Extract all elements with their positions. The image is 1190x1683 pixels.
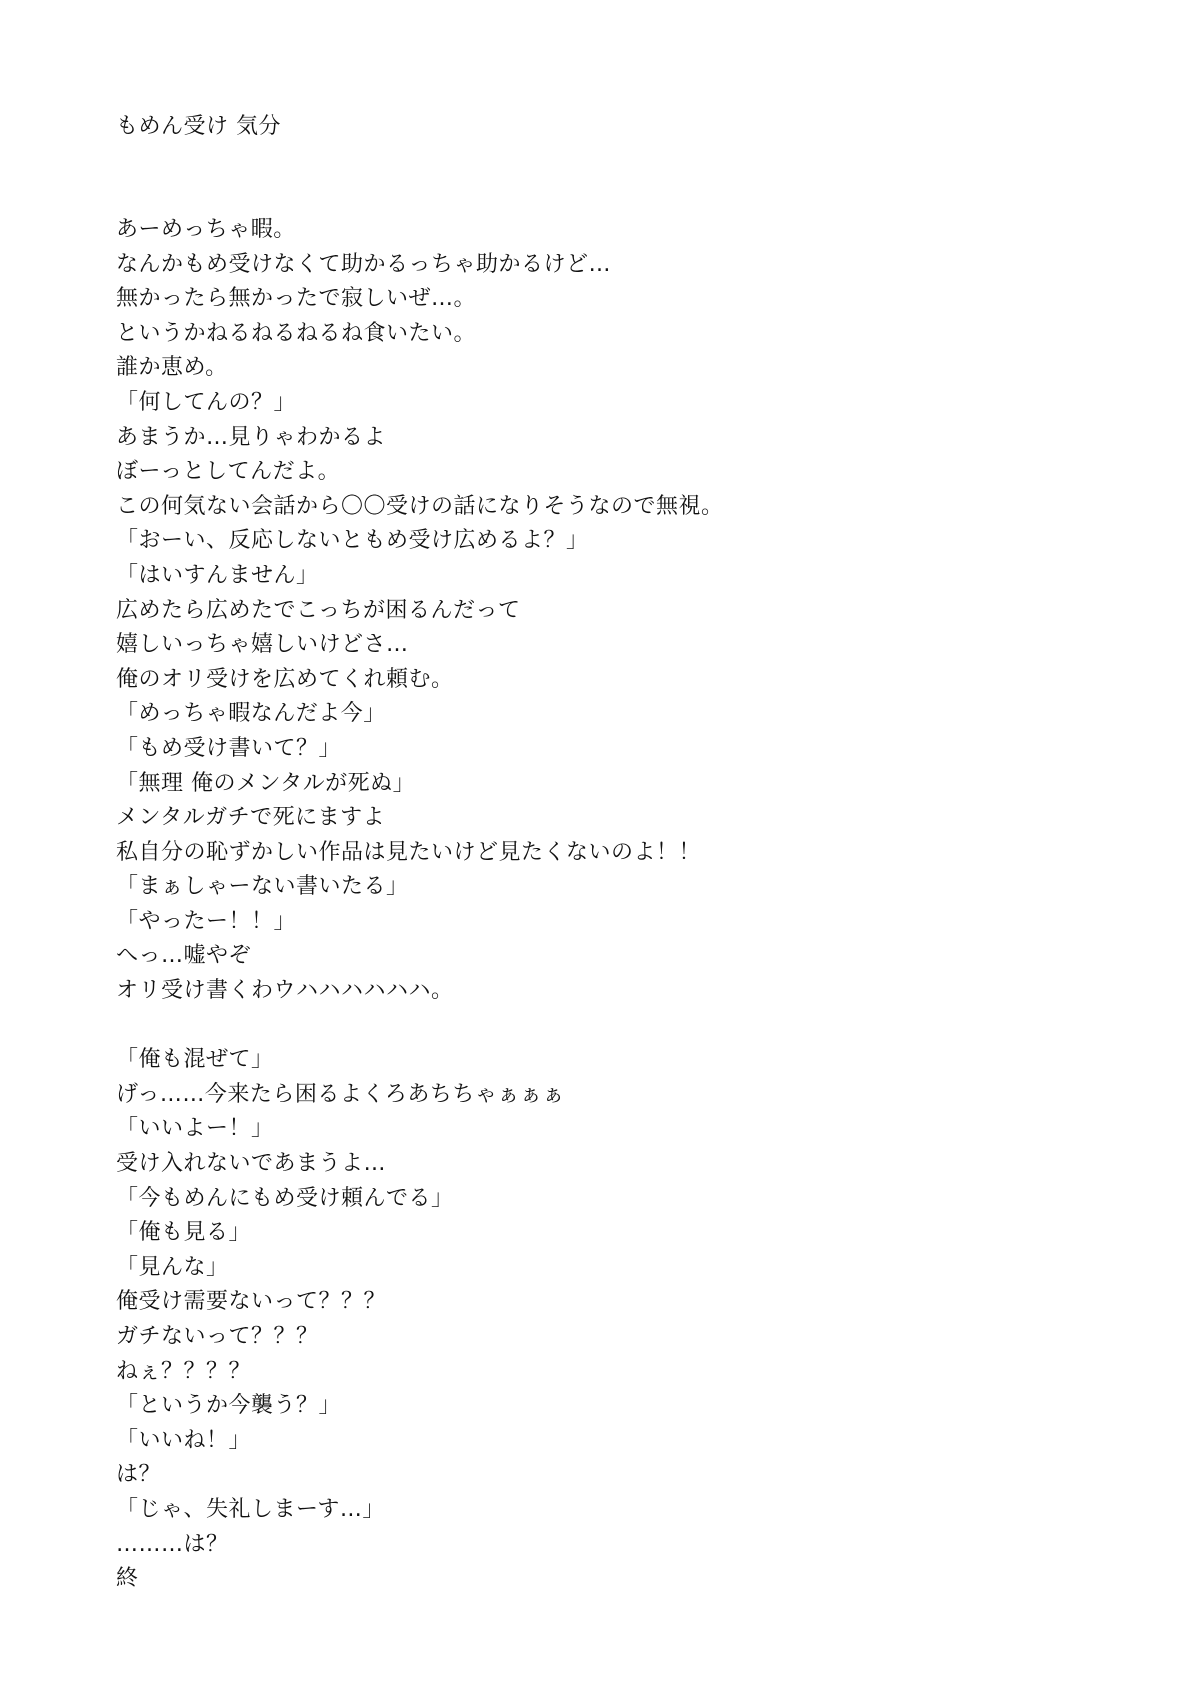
story-line: 「おーい、反応しないともめ受け広めるよ？」 (116, 528, 589, 554)
story-line: は？ (116, 1462, 162, 1488)
story-line: 「じゃ、失礼しまーす…」 (116, 1496, 385, 1522)
story-line: ガチないって？？？ (116, 1324, 319, 1349)
story-line: 私自分の恥ずかしい作品は見たいけど見たくないのよ！！ (116, 839, 702, 865)
story-line: 「今もめんにもめ受け頼んでる」 (116, 1185, 454, 1211)
story-line: 誰か恵め。 (116, 355, 228, 381)
story-line: 俺受け需要ないって？？？ (116, 1289, 387, 1315)
story-line: 「というか今襲う？」 (116, 1393, 342, 1419)
story-line: 無かったら無かったで寂しいぜ…。 (116, 286, 477, 312)
story-line: 広めたら広めたでこっちが困るんだって (116, 597, 521, 623)
blank-line (116, 1009, 1116, 1044)
story-line: 「無理 俺のメンタルが死ぬ」 (116, 770, 416, 796)
story-line: あーめっちゃ暇。 (116, 217, 296, 242)
story-line: 「俺も混ぜて」 (116, 1047, 274, 1073)
story-line: オリ受け書くわウハハハハハハ。 (116, 978, 454, 1004)
story-line: というかねるねるねるね食いたい。 (116, 320, 477, 346)
story-line: げっ……今来たら困るよくろあちちゃぁぁぁ (116, 1081, 565, 1107)
story-line: 「めっちゃ暇なんだよ今」 (116, 701, 386, 727)
story-line: 「見んな」 (116, 1254, 229, 1280)
story-line: 「いいね！」 (116, 1427, 252, 1453)
story-line: 嬉しいっちゃ嬉しいけどさ… (116, 632, 409, 658)
story-line: 「はいすんません」 (116, 562, 319, 588)
end-marker: 終 (116, 1566, 139, 1592)
story-line: 「まぁしゃーない書いたる」 (116, 874, 409, 900)
story-line: メンタルガチで死にますよ (116, 805, 386, 831)
story-line: へっ…嘘やぞ (116, 943, 252, 969)
story-body (116, 213, 1116, 1597)
story-line: 「何してんの？」 (116, 389, 297, 415)
story-line: 「俺も見る」 (116, 1220, 252, 1246)
story-line: ぼーっとしてんだよ。 (116, 459, 341, 485)
story-line: ねぇ？？？？ (116, 1358, 252, 1384)
story-line: 「もめ受け書いて？」 (116, 735, 342, 761)
page-title: もめん受け 気分 (116, 114, 281, 139)
story-line: なんかもめ受けなくて助かるっちゃ助かるけど… (116, 251, 612, 277)
story-line: ………は？ (116, 1531, 229, 1557)
story-line: 「いいよー！」 (116, 1116, 274, 1142)
story-line: この何気ない会話から〇〇受けの話になりそうなので無視。 (116, 493, 724, 519)
story-line: あまうか…見りゃわかるよ (116, 424, 387, 450)
story-line: 「やったー！！」 (116, 908, 297, 934)
story-line: 俺のオリ受けを広めてくれ頼む。 (116, 666, 454, 692)
story-line: 受け入れないであまうよ… (116, 1151, 387, 1177)
